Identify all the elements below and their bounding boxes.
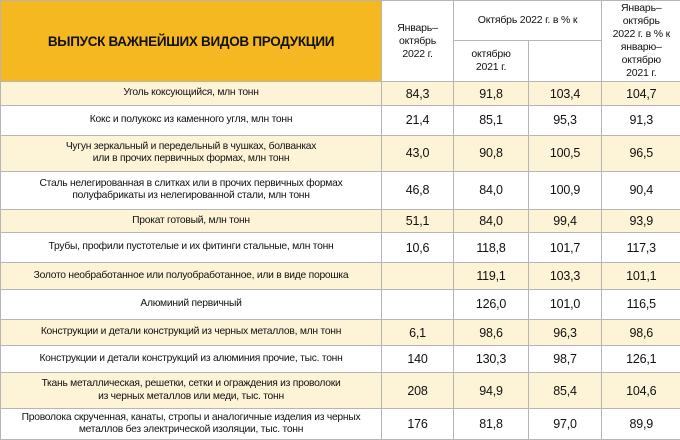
value-oct-vs-sep-2022: 96,3	[529, 319, 602, 346]
value-oct-vs-oct-2021: 90,8	[454, 135, 529, 171]
value-jan-oct-2022	[382, 263, 454, 290]
product-name-line: Проволока скрученная, канаты, стропы и аналогичные изделия из черных	[21, 411, 361, 423]
product-name	[1, 233, 382, 263]
product-name-line: Трубы, профили пустотелые и их фитинги стальные, млн тонн	[48, 241, 334, 253]
header-ytd-pct	[602, 1, 680, 82]
value-ytd-vs-ytd-2021: 91,3	[602, 105, 680, 135]
product-name-line: Алюминий первичный	[140, 297, 242, 309]
value-oct-vs-oct-2021: 118,8	[454, 233, 529, 263]
value-oct-vs-sep-2022: 98,7	[529, 346, 602, 373]
value-oct-vs-sep-2022: 99,4	[529, 209, 602, 233]
value-ytd-vs-ytd-2021: 117,3	[602, 233, 680, 263]
product-name-line: Ткань металлическая, решетки, сетки и ограждения из проволоки	[41, 378, 341, 390]
value-oct-vs-sep-2022: 97,0	[529, 409, 602, 440]
value-jan-oct-2022: 46,8	[382, 171, 454, 209]
value-jan-oct-2022: 21,4	[382, 105, 454, 135]
value-oct-vs-oct-2021: 81,8	[454, 409, 529, 440]
product-name	[1, 373, 382, 409]
header-oct-pct: Октябрь 2022 г. в % к	[454, 1, 602, 41]
value-oct-vs-sep-2022: 100,5	[529, 135, 602, 171]
product-name-line: Прокат готовый, млн тонн	[132, 214, 250, 226]
product-name	[1, 409, 382, 440]
header-oct-2021-line-1: октябрю	[471, 48, 511, 61]
value-oct-vs-sep-2022: 100,9	[529, 171, 602, 209]
product-name	[1, 105, 382, 135]
header-ytd-line-3: январю–октябрю	[620, 41, 662, 67]
value-oct-vs-oct-2021: 84,0	[454, 209, 529, 233]
table-row	[1, 135, 680, 171]
value-ytd-vs-ytd-2021: 104,6	[602, 373, 680, 409]
product-name	[1, 135, 382, 171]
value-ytd-vs-ytd-2021: 90,4	[602, 171, 680, 209]
product-name	[1, 171, 382, 209]
value-oct-vs-oct-2021: 94,9	[454, 373, 529, 409]
product-name	[1, 289, 382, 319]
table-row	[1, 409, 680, 440]
value-jan-oct-2022: 84,3	[382, 82, 454, 106]
value-ytd-vs-ytd-2021: 101,1	[602, 263, 680, 290]
table-row	[1, 263, 680, 290]
product-name-line: Уголь коксующийся, млн тонн	[123, 87, 259, 99]
value-jan-oct-2022: 208	[382, 373, 454, 409]
value-oct-vs-sep-2022: 103,4	[529, 82, 602, 106]
product-name-line: Сталь нелегированная в слитках или в прочих первичных формах	[39, 177, 343, 189]
product-name	[1, 319, 382, 346]
value-jan-oct-2022: 6,1	[382, 319, 454, 346]
header-ytd-line-4: 2021 г.	[626, 67, 657, 80]
value-ytd-vs-ytd-2021: 116,5	[602, 289, 680, 319]
product-name	[1, 209, 382, 233]
value-jan-oct-2022	[382, 289, 454, 319]
product-name-line: Конструкции и детали конструкций из алюминия прочие, тыс. тонн	[39, 352, 343, 364]
value-ytd-vs-ytd-2021: 126,1	[602, 346, 680, 373]
header-ytd-line-1: Январь–октябрь	[621, 2, 662, 28]
product-name-line: Конструкции и детали конструкций из черных металлов, млн тонн	[40, 326, 342, 338]
product-name	[1, 346, 382, 373]
product-name-line: из черных металлов или меди, тыс. тонн	[98, 390, 284, 402]
table-body	[1, 1, 680, 440]
value-oct-vs-sep-2022: 101,7	[529, 233, 602, 263]
value-oct-vs-oct-2021: 98,6	[454, 319, 529, 346]
table-row	[1, 233, 680, 263]
table-row	[1, 346, 680, 373]
value-jan-oct-2022: 140	[382, 346, 454, 373]
header-sep-2022	[529, 41, 602, 82]
table-row	[1, 209, 680, 233]
product-name-line: Кокс и полукокс из каменного угля, млн тонн	[89, 114, 293, 125]
header-jan-oct-line-2: октябрь	[399, 34, 436, 47]
product-name-line: Золото необработанное или полуобработанное, или в виде порошка	[33, 269, 349, 281]
table-row	[1, 82, 680, 106]
table-row	[1, 373, 680, 409]
value-oct-vs-oct-2021: 126,0	[454, 289, 529, 319]
value-ytd-vs-ytd-2021: 98,6	[602, 319, 680, 346]
value-ytd-vs-ytd-2021: 89,9	[602, 409, 680, 440]
value-oct-vs-oct-2021: 119,1	[454, 263, 529, 290]
value-oct-vs-sep-2022: 95,3	[529, 105, 602, 135]
value-oct-vs-oct-2021: 85,1	[454, 105, 529, 135]
value-jan-oct-2022: 176	[382, 409, 454, 440]
product-name-line: Чугун зеркальный и передельный в чушках, болванках	[65, 140, 317, 152]
header-oct-2021	[454, 41, 529, 82]
value-ytd-vs-ytd-2021: 96,5	[602, 135, 680, 171]
value-ytd-vs-ytd-2021: 104,7	[602, 82, 680, 106]
value-oct-vs-oct-2021: 91,8	[454, 82, 529, 106]
value-ytd-vs-ytd-2021: 93,9	[602, 209, 680, 233]
value-oct-vs-oct-2021: 130,3	[454, 346, 529, 373]
table-row	[1, 319, 680, 346]
value-jan-oct-2022: 43,0	[382, 135, 454, 171]
header-oct-2021-line-2: 2021 г.	[475, 61, 507, 74]
value-jan-oct-2022: 51,1	[382, 209, 454, 233]
value-oct-vs-sep-2022: 101,0	[529, 289, 602, 319]
table-row	[1, 105, 680, 135]
value-jan-oct-2022: 10,6	[382, 233, 454, 263]
product-name	[1, 82, 382, 106]
table-title: ВЫПУСК ВАЖНЕЙШИХ ВИДОВ ПРОДУКЦИИ	[1, 1, 382, 82]
header-jan-oct-line-3: 2022 г.	[402, 47, 433, 60]
product-name-line: или в прочих первичных формах, млн тонн	[92, 153, 290, 165]
table-row	[1, 171, 680, 209]
product-name-line: полуфабрикаты из нелегированной стали, млн тонн	[72, 190, 310, 202]
header-jan-oct-line-1: Январь–	[397, 21, 438, 34]
value-oct-vs-oct-2021: 84,0	[454, 171, 529, 209]
product-name-line: металлов без электрической изоляции, тыс. тонн	[78, 424, 304, 436]
header-jan-oct	[382, 1, 454, 82]
value-oct-vs-sep-2022: 103,3	[529, 263, 602, 290]
value-oct-vs-sep-2022: 85,4	[529, 373, 602, 409]
header-ytd-line-2: 2022 г. в % к	[612, 28, 670, 41]
table-row	[1, 289, 680, 319]
product-name	[1, 263, 382, 290]
